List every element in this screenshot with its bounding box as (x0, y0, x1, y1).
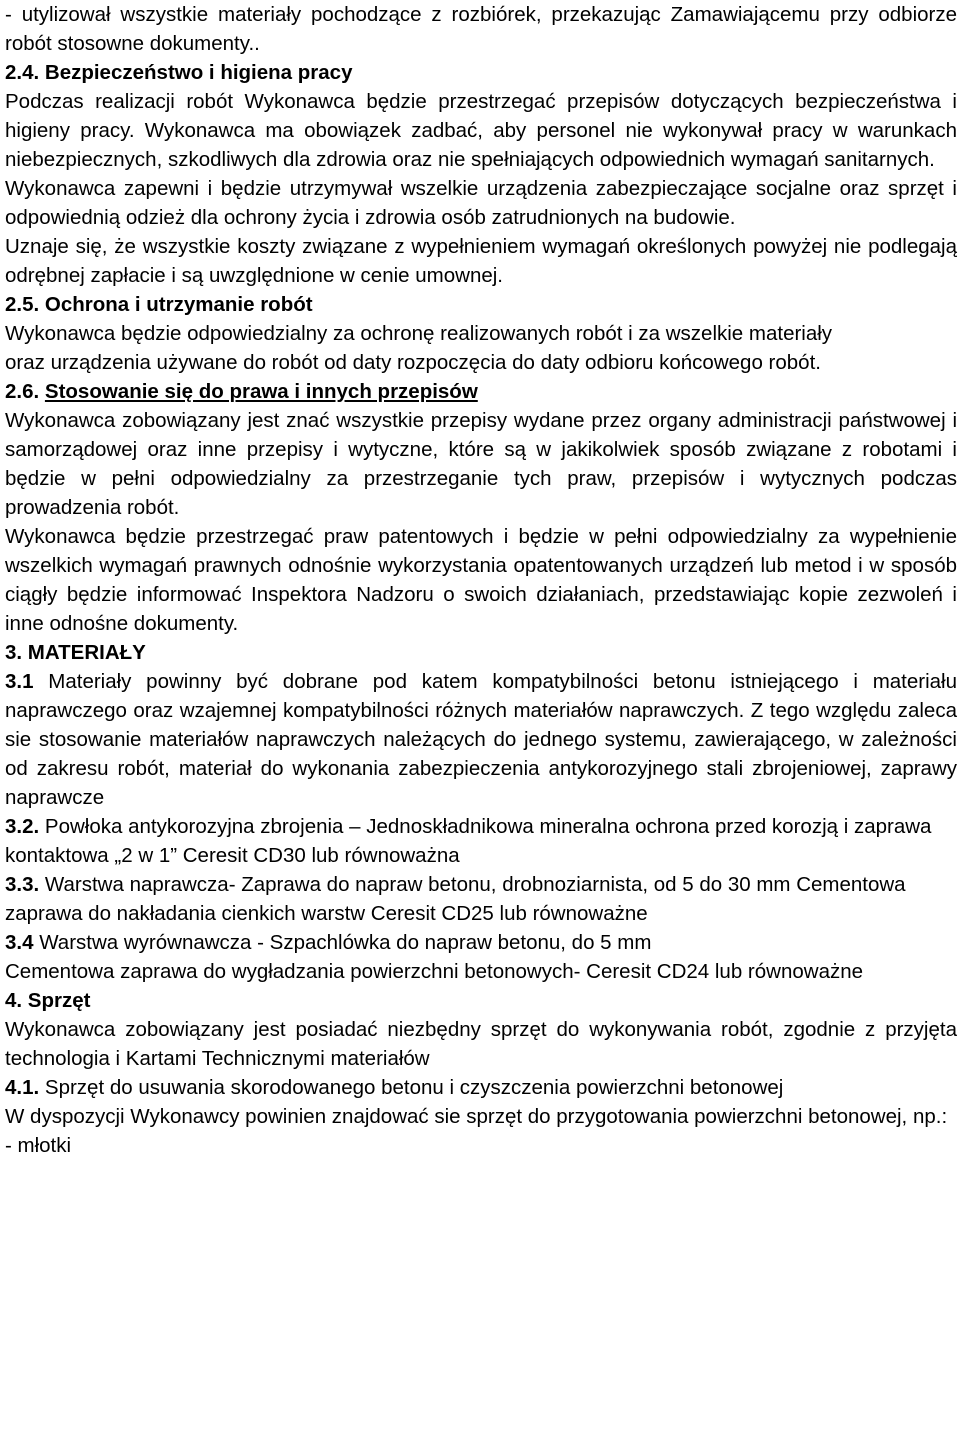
section-4-1-text: Sprzęt do usuwania skorodowanego betonu i czyszczenia powierzchni betonowej (44, 1076, 784, 1099)
paragraph-protection-a: Wykonawca będzie odpowiedzialny za ochronę realizowanych robót i za wszelkie materiały (5, 322, 833, 345)
paragraph-regulations: Wykonawca zobowiązany jest znać wszystkie przepisy wydane przez organy administracji państwowej i samorządowej oraz inne przepisy i wytyczne, które są w jakikolwiek sposób związane z robotami i będzie w pełni odpowiedzialny za przestrzeganie tych praw, przepisów i wytycznych podczas prowadzenia robót. (5, 409, 957, 519)
paragraph-protection-b: oraz urządzenia używane do robót od daty rozpoczęcia do daty odbioru końcowego robót. (5, 351, 821, 374)
heading-2-4: 2.4. Bezpieczeństwo i higiena pracy (5, 61, 353, 84)
section-3-2-text: Powłoka antykorozyjna zbrojenia – Jednoskładnikowa mineralna ochrona przed korozją i zaprawa kontaktowa „2 w 1” Ceresit CD30 lub równoważna (5, 815, 932, 867)
heading-2-6-number: 2.6. (5, 380, 40, 403)
paragraph-safety-costs: Uznaje się, że wszystkie koszty związane z wypełnieniem wymagań określonych powyżej nie podlegają odrębnej zapłacie i są uwzględnione w cenie umownej. (5, 235, 957, 287)
paragraph-demolition-materials: - utylizował wszystkie materiały pochodzące z rozbiórek, przekazując Zamawiającemu przy odbiorze robót stosowne dokumenty.. (5, 3, 957, 55)
section-3-4-line-1: Warstwa wyrównawcza - Szpachlówka do napraw betonu, do 5 mm (39, 931, 652, 954)
section-3-4-line-2: Cementowa zaprawa do wygładzania powierzchni betonowych- Ceresit CD24 lub równoważne (5, 960, 864, 983)
section-3-3-text: Warstwa naprawcza- Zaprawa do napraw betonu, drobnoziarnista, od 5 do 30 mm Cementowa zaprawa do nakładania cienkich warstw Ceresit CD25 lub równoważne (5, 873, 906, 925)
document-page (5, 0, 957, 1160)
paragraph-health-safety: Podczas realizacji robót Wykonawca będzie przestrzegać przepisów dotyczących bezpieczeństwa i higieny pracy. Wykonawca ma obowiązek zadbać, aby personel nie wykonywał pracy w warunkach niebezpiecznych, szkodliwych dla zdrowia oraz nie spełniających odpowiednich wymagań sanitarnych. (5, 90, 957, 171)
section-3-2 (5, 812, 957, 870)
paragraph-patents: Wykonawca będzie przestrzegać praw patentowych i będzie w pełni odpowiedzialny za wypełnienie wszelkich wymagań prawnych odnośnie wykorzystania opatentowanych urządzeń lub metod i w sposób ciągły będzie informować Inspektora Nadzoru o swoich działaniach, przedstawiając kopie zezwoleń i inne odnośne dokumenty. (5, 525, 957, 635)
heading-2-6 (5, 377, 957, 406)
list-item-hammers: - młotki (5, 1134, 72, 1157)
section-3-1 (5, 667, 957, 812)
paragraph-safety-equipment: Wykonawca zapewni i będzie utrzymywał wszelkie urządzenia zabezpieczające socjalne oraz sprzęt i odpowiednią odzież dla ochrony życia i zdrowia osób zatrudnionych na budowie. (5, 177, 957, 229)
section-4-1 (5, 1073, 957, 1102)
section-3-1-text: Materiały powinny być dobrane pod katem kompatybilności betonu istniejącego i materiału naprawczego oraz wzajemnej kompatybilności różnych materiałów naprawczych. Z tego względu zaleca sie stosowanie materiałów naprawczych należących do jednego systemu, zawierającego, w zależności od zakresu robót, materiał do wykonania zabezpieczenia antykorozyjnego stali zbrojeniowej, zaprawy naprawcze (5, 670, 958, 809)
heading-2-5: 2.5. Ochrona i utrzymanie robót (5, 293, 313, 316)
section-3-1-number: 3.1 (5, 670, 34, 693)
section-3-3 (5, 870, 957, 928)
section-3-4 (5, 928, 957, 986)
section-4-1-number: 4.1. (5, 1076, 40, 1099)
paragraph-equipment: Wykonawca zobowiązany jest posiadać niezbędny sprzęt do wykonywania robót, zgodnie z przyjęta technologia i Kartami Technicznymi materiałów (5, 1018, 957, 1070)
section-3-3-number: 3.3. (5, 873, 40, 896)
heading-3: 3. MATERIAŁY (5, 641, 146, 664)
paragraph-equipment-availability: W dyspozycji Wykonawcy powinien znajdować sie sprzęt do przygotowania powierzchni betonowej, np.: (5, 1105, 948, 1128)
section-3-2-number: 3.2. (5, 815, 40, 838)
section-3-4-number: 3.4 (5, 931, 34, 954)
heading-2-6-title: Stosowanie się do prawa i innych przepisów (44, 380, 478, 403)
heading-4: 4. Sprzęt (5, 989, 91, 1012)
